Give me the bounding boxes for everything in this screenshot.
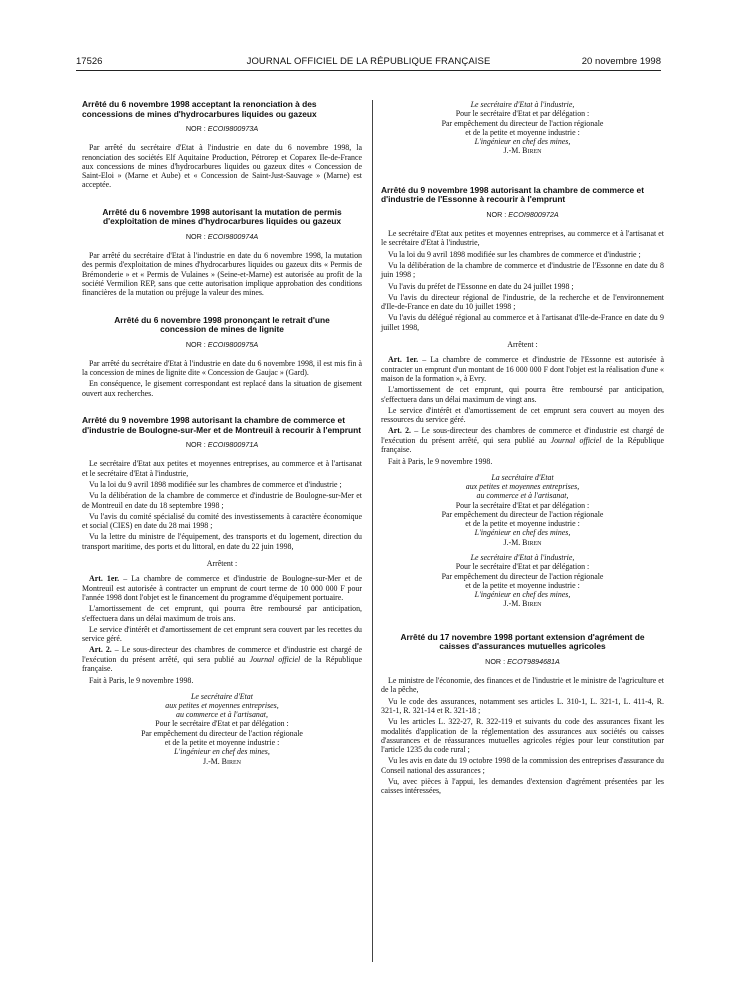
signatory-line: et de la petite et moyenne industrie : — [465, 519, 580, 529]
signature-block-continued — [381, 100, 664, 156]
article-text: de la République française. — [381, 435, 664, 455]
paragraph: Le ministre de l'économie, des finances et de l'industrie et le ministre de l'agriculture et de la pêche, — [381, 676, 664, 695]
signatory-line: Pour le secrétaire d'Etat et par délégation : — [155, 719, 289, 729]
nor-label: NOR : — [185, 440, 208, 450]
signatory-line: L'ingénieur en chef des mines, — [474, 528, 571, 538]
signatory-line: Le secrétaire d'Etat à l'industrie, — [470, 100, 575, 109]
decree-essonne — [381, 186, 664, 609]
nor-label: NOR : — [185, 231, 208, 241]
article-label: Art. 2. — [388, 426, 411, 436]
paragraph: En conséquence, le gisement correspondant est replacé dans la situation de gisement ouvert aux recherches. — [82, 379, 362, 398]
signatory-line: Pour le secrétaire d'Etat et par délégation : — [455, 562, 590, 572]
nor-reference — [82, 232, 362, 241]
nor-code: ECOI9800971A — [207, 440, 259, 450]
article-text: – La chambre de commerce et d'industrie de Boulogne-sur-Mer et de Montreuil est autorisée à contracter un emprunt de court terme de 10 000 000 F pour l'année 1998 dont l'objet est le financement du programme d'équipement portuaire. — [82, 574, 362, 602]
decree-title: Arrêté du 17 novembre 1998 portant extension d'agrément de caisses d'assurances mutuelles agricoles — [400, 631, 645, 652]
article-2 — [82, 645, 362, 673]
article-label: Art. 2. — [89, 645, 112, 655]
signatory-line: L'ingénieur en chef des mines, — [474, 590, 571, 600]
signatory-line: L'ingénieur en chef des mines, — [474, 137, 571, 147]
paragraph: Par arrêté du secrétaire d'Etat à l'industrie en date du 6 novembre 1998, il est mis fin à la concession de mines de lignite dite « Concession de Gaujac » (Gard). — [82, 358, 362, 378]
signatory-line: au commerce et à l'artisanat, — [476, 491, 569, 501]
signatory-line: et de la petite et moyenne industrie : — [465, 127, 580, 137]
paragraph: Vu les articles L. 322-27, R. 322-119 et suivants du code des assurances fixant les modalités d'application de la réglementation des assurances aux sociétés ou caisses d'assurances et de réassurances mutuelles agricoles régies pour leur constitution par l'article 1235 du code rural ; — [381, 717, 664, 755]
nor-code: ECOI9800974A — [207, 231, 259, 241]
decree-retrait — [82, 316, 362, 398]
article-1 — [381, 355, 664, 383]
nor-label: NOR : — [185, 339, 208, 349]
nor-reference — [381, 210, 664, 219]
paragraph: Vu la loi du 9 avril 1898 modifiée sur les chambres de commerce et d'industrie ; — [388, 249, 641, 259]
signatory-line: aux petites et moyennes entreprises, — [465, 481, 580, 491]
article-text: – Le sous-directeur des chambres de commerce et d'industrie est chargé de l'exécution du présent arrêté, qui sera publié au — [82, 645, 362, 664]
decree-title: Arrêté du 6 novembre 1998 acceptant la renonciation à des concessions de mines d'hydrocarbures liquides ou gazeux — [82, 99, 317, 119]
issue-date: 20 novembre 1998 — [581, 56, 661, 67]
paragraph: Le service d'intérêt et d'amortissement de cet emprunt sera couvert au moyen des ressources du service géré. — [381, 405, 664, 425]
signatory-line: La secrétaire d'Etat — [491, 472, 554, 482]
signatory-line: Par empêchement du directeur de l'action régionale — [441, 509, 604, 519]
decree-title: Arrêté du 6 novembre 1998 prononçant le retrait d'une concession de mines de lignite — [114, 314, 330, 335]
journal-ref: Journal officiel — [249, 654, 301, 664]
paragraph: Vu les avis en date du 19 octobre 1998 de la commission des entreprises d'assurance du Conseil national des assurances ; — [381, 756, 664, 775]
left-column — [82, 100, 362, 766]
decree-title: Arrêté du 9 novembre 1998 autorisant la chambre de commerce et d'industrie de Boulogne-sur-Mer et de Montreuil à recourir à l'emprunt — [82, 415, 361, 435]
decree-title: Arrêté du 6 novembre 1998 autorisant la mutation de permis d'exploitation de mines d'hydrocarbures liquides ou gazeux — [102, 206, 342, 227]
right-column — [381, 100, 664, 798]
nor-label: NOR : — [185, 124, 208, 133]
signature-place-date: Fait à Paris, le 9 novembre 1998. — [388, 457, 493, 467]
signatory-line: Par empêchement du directeur de l'action régionale — [141, 728, 303, 738]
header-rule — [76, 70, 661, 71]
journal-ref: Journal officiel — [550, 435, 602, 445]
signatory-line: aux petites et moyennes entreprises, — [165, 700, 279, 710]
page-number: 17526 — [76, 56, 103, 67]
article-label: Art. 1er. — [388, 355, 419, 365]
nor-code: ECOI9800975A — [207, 339, 259, 349]
paragraph: Le secrétaire d'Etat aux petites et moyennes entreprises, au commerce et à l'artisanat et le secrétaire d'Etat à l'industrie, — [381, 229, 664, 248]
paragraph: Par arrêté du secrétaire d'Etat à l'industrie en date du 6 novembre 1998, la renonciation des sociétés Elf Aquitaine Production, Pétrorep et Coparex Ile-de-France aux concessions de mines d'hydrocarbures liquides ou gazeux dites « Concession de Saint-Eloi » (Marne et Aube) et « Concession de Saint-Just-Sauvage » (Marne) est acceptée. — [82, 143, 362, 190]
nor-label: NOR : — [485, 656, 508, 666]
signatory-line: Le secrétaire d'Etat — [191, 691, 253, 701]
paragraph: Vu l'avis du comité spécialisé du comité des investissements à caractère économique et social (CIES) en date du 28 mai 1998 ; — [82, 511, 362, 531]
paragraph: Vu la loi du 9 avril 1898 modifiée sur les chambres de commerce et d'industrie ; — [89, 479, 342, 489]
signature-place-date: Fait à Paris, le 9 novembre 1998. — [89, 676, 194, 686]
paragraph: Vu la délibération de la chambre de commerce et d'industrie de Boulogne-sur-Mer et de Montreuil en date du 18 septembre 1998 ; — [82, 491, 362, 510]
signatory-name: J.-M. Biren — [503, 537, 542, 547]
decree-renonciation — [82, 100, 362, 190]
signatory-line: et de la petite et moyenne industrie : — [164, 738, 280, 748]
article-1 — [82, 574, 362, 602]
signatory-line: L'ingénieur en chef des mines, — [174, 747, 270, 757]
signatory-line: Par empêchement du directeur de l'action régionale — [441, 118, 604, 128]
decree-title: Arrêté du 9 novembre 1998 autorisant la chambre de commerce et d'industrie de l'Essonne à recourir à l'emprunt — [381, 184, 644, 205]
signatory-name: J.-M. Biren — [503, 146, 542, 156]
article-label: Art. 1er. — [89, 574, 120, 584]
paragraph: Vu la lettre du ministre de l'équipement, des transports et du logement, direction du transport maritime, des ports et du littoral, en date du 22 juin 1998, — [82, 532, 362, 551]
nor-reference — [82, 340, 362, 349]
nor-reference — [381, 657, 664, 666]
signatory-name: J.-M. Biren — [203, 756, 241, 766]
article-text: – Le sous-directeur des chambres de commerce et d'industrie est chargé de l'exécution du présent arrêté, qui sera publié au — [381, 426, 664, 445]
signatory-line: au commerce et à l'artisanat, — [176, 710, 268, 720]
decree-agrement — [381, 633, 664, 796]
decree-boulogne — [82, 416, 362, 766]
signatory-line: Le secrétaire d'Etat à l'industrie, — [470, 552, 575, 562]
signatory-line: et de la petite et moyenne industrie : — [465, 580, 580, 590]
nor-label: NOR : — [486, 209, 509, 219]
signatory-line: Pour la secrétaire d'Etat et par délégation : — [455, 500, 590, 510]
arretent-label: Arrêtent : — [206, 559, 238, 569]
paragraph: Vu l'avis du préfet de l'Essonne en date du 24 juillet 1998 ; — [388, 281, 574, 291]
paragraph: Le service d'intérêt et d'amortissement de cet emprunt sera couvert par les recettes du service géré. — [82, 624, 362, 644]
arretent-label: Arrêtent : — [507, 340, 538, 350]
signatory-name: J.-M. Biren — [503, 599, 542, 609]
nor-code: ECOI9800973A — [207, 124, 259, 133]
decree-mutation — [82, 208, 362, 298]
paragraph: L'amortissement de cet emprunt, qui pourra être remboursé par anticipation, s'effectuera dans un délai maximum de trois ans. — [82, 604, 362, 623]
paragraph: Vu, avec pièces à l'appui, les demandes d'extension d'agrément présentées par les caisses intéressées, — [381, 777, 664, 796]
nor-code: ECOI9800972A — [508, 209, 559, 219]
paragraph: Vu l'avis du directeur régional de l'industrie, de la recherche et de l'environnement d'Ile-de-France en date du 10 juillet 1998 ; — [381, 292, 664, 312]
nor-reference — [82, 124, 362, 133]
nor-reference — [82, 440, 362, 449]
paragraph: L'amortissement de cet emprunt, qui pourra être remboursé par anticipation, s'effectuera dans un délai maximum de vingt ans. — [381, 385, 664, 404]
article-text: de la République française. — [82, 654, 362, 673]
paragraph: Vu la délibération de la chambre de commerce et d'industrie de l'Essonne en date du 8 juin 1998 ; — [381, 260, 664, 280]
signatory-line: Par empêchement du directeur de l'action régionale — [441, 571, 604, 581]
page-header — [76, 56, 661, 70]
nor-code: ECOT9894681A — [507, 656, 560, 666]
paragraph: Vu l'avis du délégué régional au commerce et à l'artisanat d'Ile-de-France en date du 9 juillet 1998, — [381, 313, 664, 332]
article-text: – La chambre de commerce et d'industrie de l'Essonne est autorisée à contracter un emprunt d'un montant de 16 000 000 F dont l'objet est la réalisation d'une « maison de la formation », à Evry. — [381, 355, 664, 383]
journal-title: JOURNAL OFFICIEL DE LA RÉPUBLIQUE FRANÇAISE — [246, 56, 491, 67]
article-2 — [381, 426, 664, 454]
paragraph: Le secrétaire d'Etat aux petites et moyennes entreprises, au commerce et à l'artisanat et le secrétaire d'Etat à l'industrie, — [82, 459, 362, 478]
column-divider — [372, 100, 373, 962]
paragraph: Par arrêté du secrétaire d'Etat à l'industrie en date du 6 novembre 1998, la mutation des permis d'exploitation de mines d'hydrocarbures liquides ou gazeux dits « Permis de Brémonderie » et « Permis de Vulaines » (Seine-et-Marne) est autorisée au profit de la société Vermilion REP, sans que cette autorisation implique approbation des conditions financières de la mutation ou préjuge la valeur des mines. — [82, 251, 362, 298]
signatory-line: Pour le secrétaire d'Etat et par délégation : — [455, 109, 590, 119]
paragraph: Vu le code des assurances, notamment ses articles L. 310-1, L. 321-1, L. 411-4, R. 321-1, R. 321-14 et R. 321-18 ; — [381, 696, 664, 715]
